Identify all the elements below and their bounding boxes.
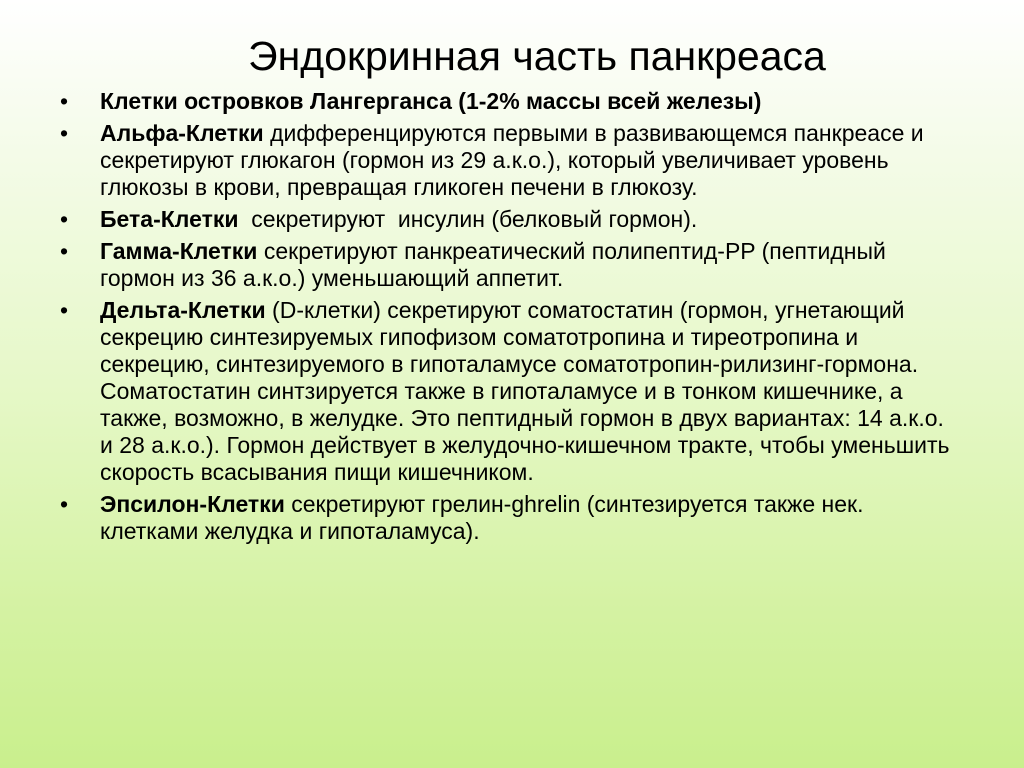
bullet-icon: •	[60, 206, 69, 232]
bullet-icon: •	[60, 238, 69, 264]
item-text: секретируют инсулин (белковый гормон).	[238, 206, 698, 232]
item-lead: Дельта-Клетки	[100, 297, 266, 323]
bullet-icon: •	[60, 491, 69, 517]
bullet-icon: •	[60, 120, 69, 146]
item-lead: Альфа-Клетки	[100, 120, 264, 146]
item-text: (D-клетки) секретируют соматостатин (гормон, угнетающий секрецию синтезируемых гипофизом соматотропина и тиреотропина и секрецию, синтезируемого в гипоталамусе соматотропин-рилизинг-гормона. Соматостатин синтзируется также в гипоталамусе и в тонком кишечнике, а также, возможно, в желудке. Это пептидный гормон в двух вариантах: 14 а.к.о. и 28 а.к.о.). Гормон действует в желудочно-кишечном тракте, чтобы уменьшить скорость всасывания пищи кишечником.	[100, 297, 950, 485]
item-lead: Эпсилон-Клетки	[100, 491, 285, 517]
item-text: секретируют грелин-ghrelin (синтезируется также нек. клетками желудка и гипоталамуса).	[100, 491, 864, 544]
list-item	[60, 88, 960, 115]
bullet-icon: •	[60, 297, 69, 323]
list-item	[60, 206, 960, 233]
bullet-list	[60, 88, 960, 550]
item-text: дифференцируются первыми в развивающемся панкреасе и секретируют глюкагон (гормон из 29 а.к.о.), который увеличивает уровень глюкозы в крови, превращая гликоген печени в глюкозу.	[100, 120, 924, 200]
list-item	[60, 120, 960, 201]
item-text: секретируют панкреатический полипептид-PP (пептидный гормон из 36 а.к.о.) уменьшающий аппетит.	[100, 238, 886, 291]
list-item	[60, 491, 960, 545]
list-item	[60, 297, 960, 486]
list-item	[60, 238, 960, 292]
slide-title: Эндокринная часть панкреаса	[248, 33, 826, 79]
item-lead: Клетки островков Лангерганса (1-2% массы всей железы)	[100, 88, 762, 114]
bullet-icon: •	[60, 88, 69, 114]
item-lead: Бета-Клетки	[100, 206, 239, 232]
item-lead: Гамма-Клетки	[100, 238, 258, 264]
